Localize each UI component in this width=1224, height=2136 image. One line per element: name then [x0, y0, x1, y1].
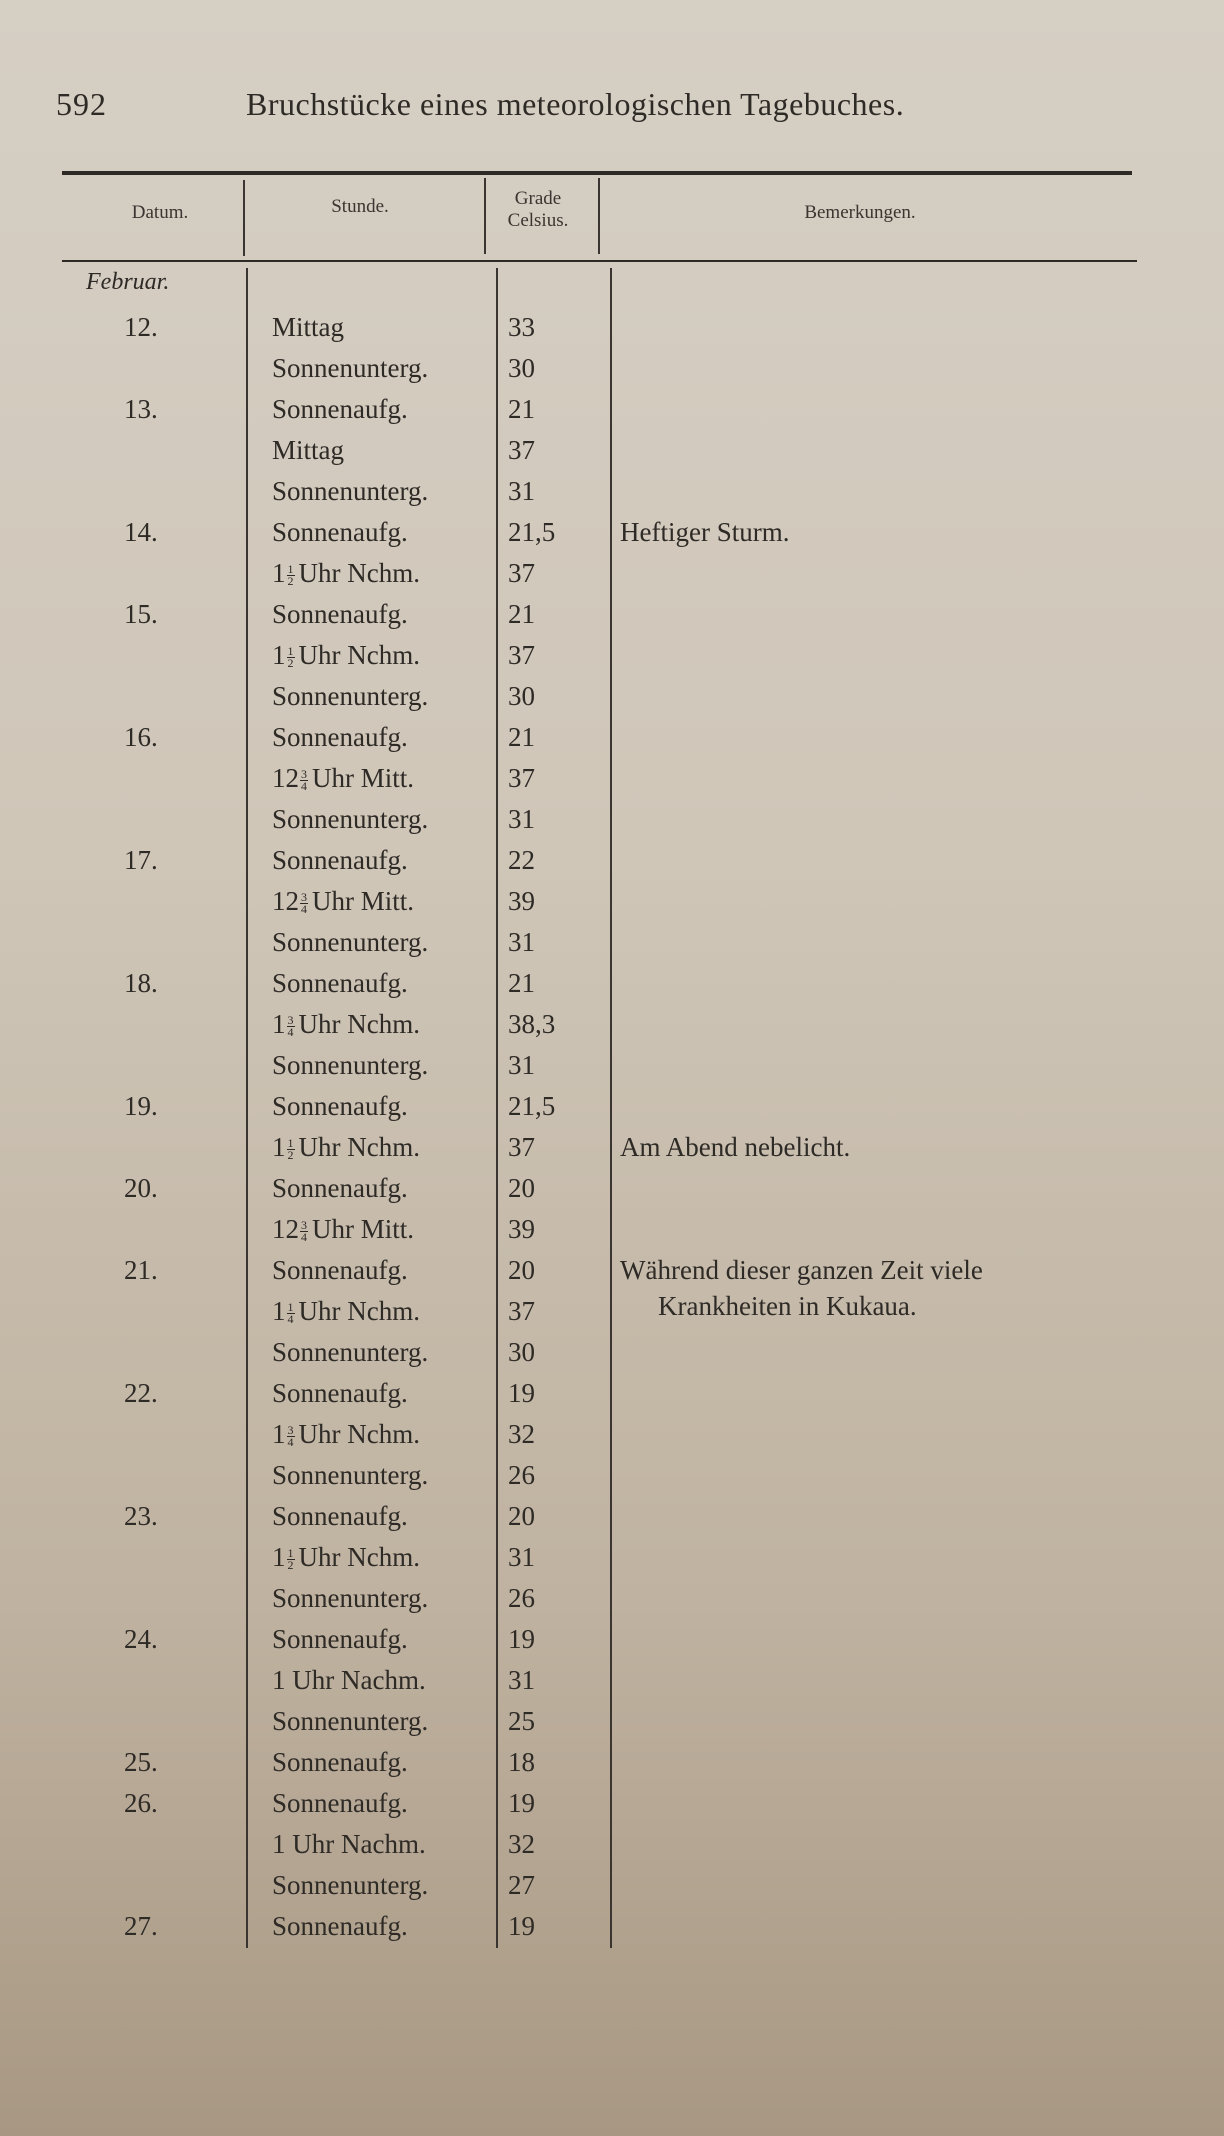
hour-cell: Sonnenaufg.: [272, 1747, 408, 1777]
hour-cell: [272, 558, 420, 589]
fraction-numerator: 3: [287, 1423, 294, 1438]
hour-cell: Sonnenaufg.: [272, 1501, 408, 1531]
hour-cell: Sonnenaufg.: [272, 1788, 408, 1818]
date-cell: 19.: [124, 1091, 158, 1121]
table-row: [0, 1911, 1224, 1952]
hour-cell: Sonnenaufg.: [272, 599, 408, 629]
table-row: [0, 1419, 1224, 1460]
table-row: [0, 640, 1224, 681]
temperature-cell: 39: [508, 1214, 535, 1244]
hour-rest: Uhr Nchm.: [298, 1419, 420, 1449]
hour-cell: Sonnenunterg.: [272, 353, 429, 383]
table-row: [0, 927, 1224, 968]
hour-cell: Sonnenunterg.: [272, 1337, 429, 1367]
page-number: 592: [56, 86, 107, 122]
temperature-cell: 37: [508, 435, 535, 465]
table-body: [0, 312, 1224, 1952]
hour-fraction: [287, 1138, 295, 1161]
column-header-celsius: Celsius.: [507, 210, 569, 231]
hour-cell: Mittag: [272, 312, 344, 342]
table-row: [0, 1706, 1224, 1747]
hour-rest: Uhr Mitt.: [312, 1214, 415, 1244]
table-row: [0, 968, 1224, 1009]
temperature-cell: 19: [508, 1624, 535, 1654]
hour-cell: Sonnenaufg.: [272, 722, 408, 752]
hour-cell: Sonnenunterg.: [272, 1870, 429, 1900]
date-cell: 24.: [124, 1624, 158, 1654]
temperature-cell: 27: [508, 1870, 535, 1900]
table-row: [0, 1829, 1224, 1870]
temperature-cell: 37: [508, 1296, 535, 1326]
temperature-cell: 22: [508, 845, 535, 875]
fraction-denominator: 2: [287, 574, 294, 589]
hour-rest: Uhr Nchm.: [298, 1296, 420, 1326]
date-cell: 25.: [124, 1747, 158, 1777]
hour-cell: Sonnenaufg.: [272, 845, 408, 875]
hour-rest: Uhr Nchm.: [298, 640, 420, 670]
temperature-cell: 31: [508, 1050, 535, 1080]
date-cell: 15.: [124, 599, 158, 629]
date-cell: 23.: [124, 1501, 158, 1531]
hour-cell: Sonnenaufg.: [272, 394, 408, 424]
temperature-cell: 26: [508, 1583, 535, 1613]
hour-cell: [272, 640, 420, 671]
temperature-cell: 37: [508, 1132, 535, 1162]
hour-cell: Sonnenaufg.: [272, 517, 408, 547]
table-row: [0, 599, 1224, 640]
table-row: [0, 763, 1224, 804]
date-cell: 16.: [124, 722, 158, 752]
temperature-cell: 19: [508, 1911, 535, 1941]
fraction-numerator: 3: [301, 1218, 307, 1233]
table-row: [0, 1050, 1224, 1091]
hour-cell: Sonnenunterg.: [272, 1706, 429, 1736]
column-header-remarks: Bemerkungen.: [804, 202, 916, 223]
hour-rest: Uhr Mitt.: [312, 763, 415, 793]
month-label: Februar.: [86, 269, 170, 295]
temperature-cell: 31: [508, 1542, 535, 1572]
temperature-cell: 21: [508, 968, 535, 998]
table-row: [0, 558, 1224, 599]
fraction-numerator: 3: [301, 890, 307, 905]
hour-number: 1: [272, 558, 286, 588]
table-row: [0, 517, 1224, 558]
hour-cell: Sonnenunterg.: [272, 927, 429, 957]
table-row: [0, 845, 1224, 886]
table-row: [0, 1870, 1224, 1911]
hour-number: 12: [272, 763, 299, 793]
table-top-rule: [62, 171, 1132, 175]
temperature-cell: 38,3: [508, 1009, 556, 1039]
temperature-cell: 30: [508, 681, 535, 711]
temperature-cell: 21: [508, 394, 535, 424]
fraction-denominator: 4: [301, 779, 307, 794]
remark-cell: Während dieser ganzen Zeit viele: [620, 1255, 983, 1285]
hour-number: 1: [272, 1132, 286, 1162]
hour-cell: [272, 763, 414, 794]
fraction-numerator: 1: [287, 562, 294, 577]
table-row: [0, 394, 1224, 435]
column-header-grade: Grade: [514, 188, 562, 209]
temperature-cell: 19: [508, 1378, 535, 1408]
fraction-numerator: 3: [301, 767, 307, 782]
hour-number: 1: [272, 1009, 286, 1039]
fraction-numerator: 1: [287, 644, 294, 659]
table-row: [0, 1542, 1224, 1583]
date-cell: 14.: [124, 517, 158, 547]
temperature-cell: 21: [508, 722, 535, 752]
remark-continuation: Krankheiten in Kukaua.: [658, 1291, 917, 1321]
date-cell: 27.: [124, 1911, 158, 1941]
temperature-cell: 37: [508, 558, 535, 588]
table-row: [0, 722, 1224, 763]
hour-cell: Sonnenaufg.: [272, 1255, 408, 1285]
temperature-cell: 25: [508, 1706, 535, 1736]
table-row: [0, 1296, 1224, 1337]
temperature-cell: 21,5: [508, 517, 556, 547]
date-cell: 18.: [124, 968, 158, 998]
table-row: [0, 681, 1224, 722]
hour-fraction: [287, 646, 295, 669]
hour-number: 1: [272, 1296, 286, 1326]
temperature-cell: 37: [508, 763, 535, 793]
hour-rest: Uhr Nchm.: [298, 1132, 420, 1162]
column-divider: [243, 180, 245, 256]
table-row: [0, 435, 1224, 476]
table-row: [0, 1091, 1224, 1132]
hour-fraction: [287, 564, 295, 587]
hour-cell: Sonnenunterg.: [272, 804, 429, 834]
hour-number: 1: [272, 1542, 286, 1572]
hour-number: 1: [272, 1419, 286, 1449]
table-row: [0, 1501, 1224, 1542]
hour-rest: Uhr Nchm.: [298, 1009, 420, 1039]
table-row: [0, 886, 1224, 927]
fraction-denominator: 4: [287, 1312, 294, 1327]
fraction-denominator: 2: [287, 1148, 294, 1163]
hour-number: 1: [272, 640, 286, 670]
table-row: [0, 1378, 1224, 1419]
temperature-cell: 31: [508, 927, 535, 957]
hour-fraction: [287, 1302, 295, 1325]
remark-cell: Am Abend nebelicht.: [620, 1132, 851, 1162]
fraction-numerator: 3: [287, 1013, 294, 1028]
hour-fraction: [300, 769, 308, 792]
temperature-cell: 21: [508, 599, 535, 629]
table-row: [0, 1173, 1224, 1214]
hour-cell: Sonnenaufg.: [272, 1911, 408, 1941]
temperature-cell: 37: [508, 640, 535, 670]
table-row: [0, 1009, 1224, 1050]
temperature-cell: 19: [508, 1788, 535, 1818]
temperature-cell: 20: [508, 1501, 535, 1531]
table-row: [0, 1460, 1224, 1501]
date-cell: 17.: [124, 845, 158, 875]
hour-number: 12: [272, 886, 299, 916]
hour-cell: Sonnenunterg.: [272, 476, 429, 506]
running-title: Bruchstücke eines meteorologischen Tagebuches.: [246, 86, 905, 122]
table-row: [0, 1214, 1224, 1255]
table-row: [0, 353, 1224, 394]
hour-cell: Sonnenaufg.: [272, 1173, 408, 1203]
fraction-denominator: 4: [301, 1230, 307, 1245]
table-row: [0, 1255, 1224, 1296]
fraction-denominator: 2: [287, 1558, 294, 1573]
temperature-cell: 32: [508, 1419, 535, 1449]
table-row: [0, 1624, 1224, 1665]
hour-cell: [272, 1419, 420, 1450]
table-row: [0, 1747, 1224, 1788]
date-cell: 21.: [124, 1255, 158, 1285]
hour-cell: [272, 1542, 420, 1573]
hour-fraction: [287, 1548, 295, 1571]
hour-rest: Uhr Mitt.: [312, 886, 415, 916]
hour-cell: 1 Uhr Nachm.: [272, 1829, 426, 1859]
date-cell: 13.: [124, 394, 158, 424]
column-header-date: Datum.: [131, 202, 189, 223]
table-row: [0, 476, 1224, 517]
temperature-cell: 20: [508, 1173, 535, 1203]
temperature-cell: 18: [508, 1747, 535, 1777]
temperature-cell: 33: [508, 312, 535, 342]
table-row: [0, 312, 1224, 353]
fraction-numerator: 1: [287, 1546, 294, 1561]
temperature-cell: 39: [508, 886, 535, 916]
table-row: [0, 804, 1224, 845]
temperature-cell: 32: [508, 1829, 535, 1859]
hour-cell: [272, 1009, 420, 1040]
page-header: [0, 86, 1224, 136]
column-header-hour: Stunde.: [331, 196, 389, 217]
table-row: [0, 1337, 1224, 1378]
hour-cell: Sonnenaufg.: [272, 1378, 408, 1408]
hour-fraction: [300, 1220, 308, 1243]
hour-cell: Sonnenunterg.: [272, 1460, 429, 1490]
temperature-cell: 26: [508, 1460, 535, 1490]
hour-rest: Uhr Nchm.: [298, 558, 420, 588]
temperature-cell: 30: [508, 353, 535, 383]
date-cell: 20.: [124, 1173, 158, 1203]
hour-fraction: [287, 1425, 295, 1448]
temperature-cell: 31: [508, 804, 535, 834]
date-cell: 12.: [124, 312, 158, 342]
fraction-numerator: 1: [287, 1300, 294, 1315]
fraction-denominator: 2: [287, 656, 294, 671]
hour-cell: Sonnenaufg.: [272, 1091, 408, 1121]
column-divider: [484, 178, 486, 254]
fraction-denominator: 4: [301, 902, 307, 917]
temperature-cell: 21,5: [508, 1091, 556, 1121]
table-row: [0, 1583, 1224, 1624]
fraction-denominator: 4: [287, 1025, 294, 1040]
hour-cell: [272, 1296, 420, 1327]
table-row: [0, 1788, 1224, 1829]
hour-cell: Sonnenunterg.: [272, 1583, 429, 1613]
temperature-cell: 31: [508, 476, 535, 506]
hour-cell: [272, 886, 414, 917]
hour-cell: [272, 1132, 420, 1163]
hour-cell: Sonnenunterg.: [272, 681, 429, 711]
hour-rest: Uhr Nchm.: [298, 1542, 420, 1572]
hour-cell: 1 Uhr Nachm.: [272, 1665, 426, 1695]
remark-cell: Heftiger Sturm.: [620, 517, 790, 547]
hour-cell: Sonnenunterg.: [272, 1050, 429, 1080]
hour-fraction: [300, 892, 308, 915]
hour-cell: Sonnenaufg.: [272, 968, 408, 998]
fraction-denominator: 4: [287, 1435, 294, 1450]
temperature-cell: 30: [508, 1337, 535, 1367]
fraction-numerator: 1: [287, 1136, 294, 1151]
hour-cell: [272, 1214, 414, 1245]
hour-cell: Sonnenaufg.: [272, 1624, 408, 1654]
table-header-rule: [62, 260, 1137, 262]
hour-fraction: [287, 1015, 295, 1038]
temperature-cell: 20: [508, 1255, 535, 1285]
table-row: [0, 1665, 1224, 1706]
table-row: [0, 1132, 1224, 1173]
hour-cell: Mittag: [272, 435, 344, 465]
hour-number: 12: [272, 1214, 299, 1244]
column-divider: [598, 178, 600, 254]
date-cell: 22.: [124, 1378, 158, 1408]
date-cell: 26.: [124, 1788, 158, 1818]
temperature-cell: 31: [508, 1665, 535, 1695]
